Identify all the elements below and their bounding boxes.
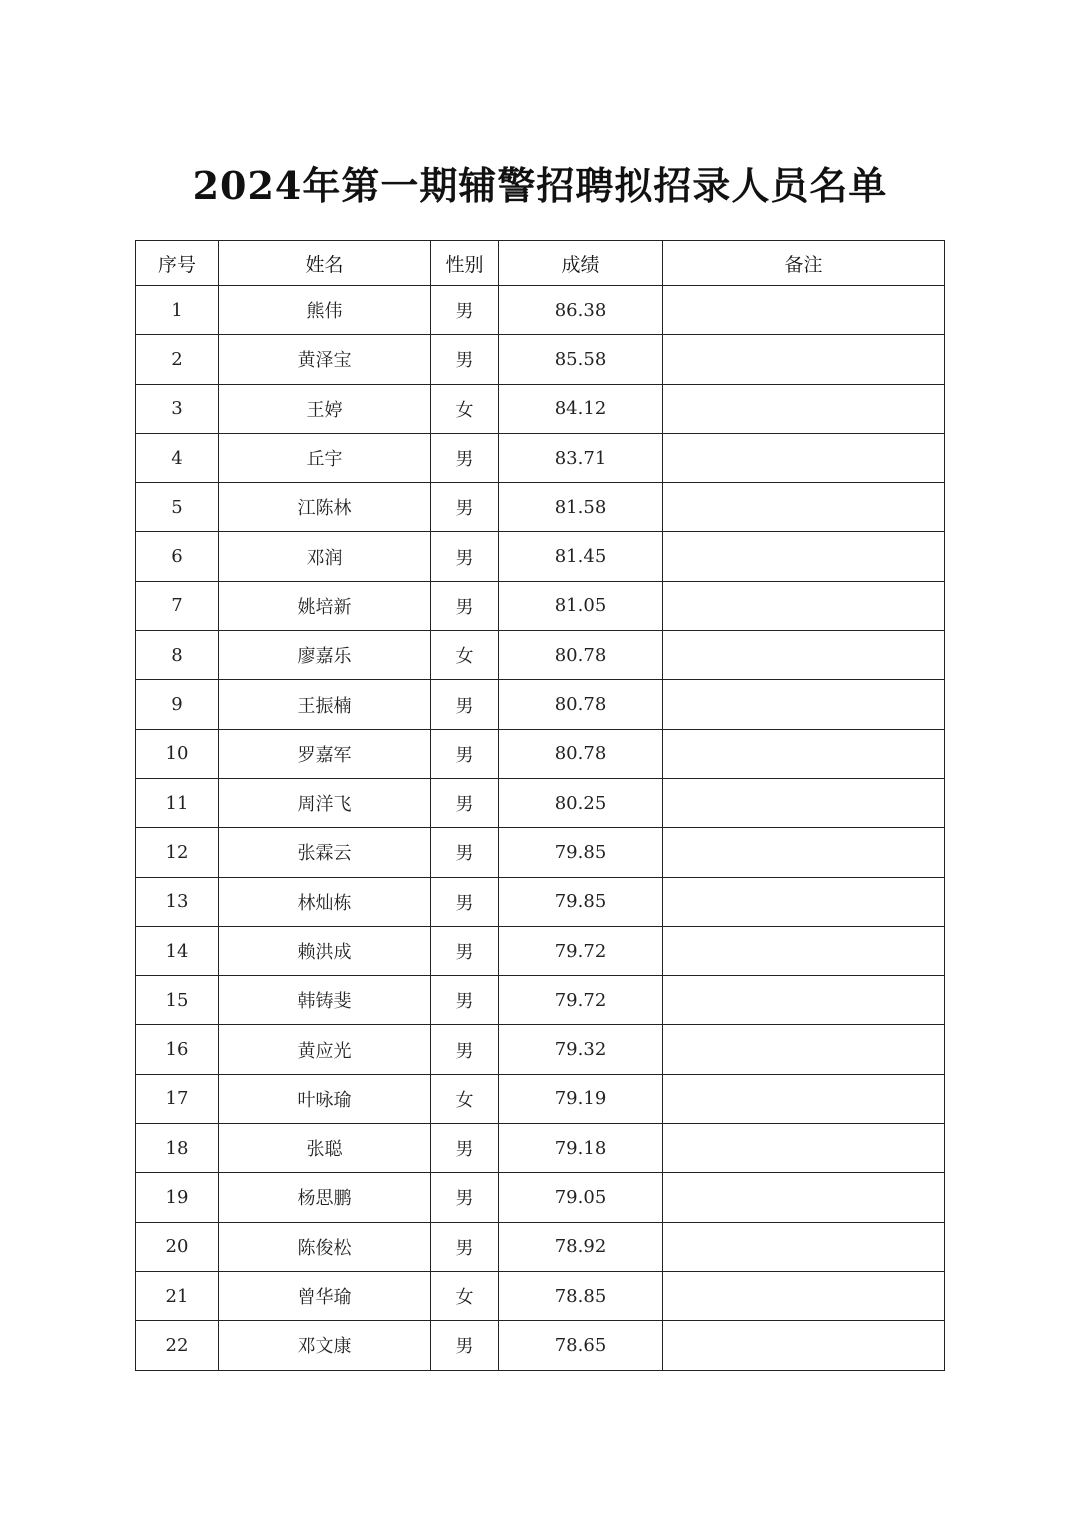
- cell-score: 78.92: [499, 1222, 663, 1271]
- cell-name: 罗嘉军: [219, 729, 431, 778]
- cell-gender: 男: [431, 976, 499, 1025]
- cell-score: 80.78: [499, 680, 663, 729]
- table-row: [136, 729, 945, 778]
- cell-seq: 12: [136, 828, 219, 877]
- cell-seq: 21: [136, 1271, 219, 1320]
- cell-name: 江陈林: [219, 483, 431, 532]
- cell-seq: 10: [136, 729, 219, 778]
- cell-notes: [663, 1321, 945, 1370]
- cell-gender: 女: [431, 631, 499, 680]
- cell-name: 邓文康: [219, 1321, 431, 1370]
- cell-seq: 19: [136, 1173, 219, 1222]
- cell-score: 78.65: [499, 1321, 663, 1370]
- cell-notes: [663, 1124, 945, 1173]
- table-row: [136, 483, 945, 532]
- table-row: [136, 680, 945, 729]
- cell-gender: 男: [431, 433, 499, 482]
- cell-notes: [663, 729, 945, 778]
- cell-name: 廖嘉乐: [219, 631, 431, 680]
- cell-name: 林灿栋: [219, 877, 431, 926]
- cell-name: 赖洪成: [219, 926, 431, 975]
- table-row: [136, 877, 945, 926]
- cell-score: 79.18: [499, 1124, 663, 1173]
- cell-gender: 男: [431, 926, 499, 975]
- cell-gender: 男: [431, 335, 499, 384]
- table-row: [136, 926, 945, 975]
- cell-score: 79.05: [499, 1173, 663, 1222]
- cell-seq: 7: [136, 581, 219, 630]
- cell-notes: [663, 384, 945, 433]
- cell-notes: [663, 1271, 945, 1320]
- cell-name: 叶咏瑜: [219, 1074, 431, 1123]
- cell-notes: [663, 335, 945, 384]
- cell-notes: [663, 532, 945, 581]
- header-seq: 序号: [136, 241, 219, 286]
- cell-name: 张霖云: [219, 828, 431, 877]
- cell-seq: 5: [136, 483, 219, 532]
- cell-name: 黄泽宝: [219, 335, 431, 384]
- cell-score: 86.38: [499, 286, 663, 335]
- cell-score: 78.85: [499, 1271, 663, 1320]
- page-title: 2024年第一期辅警招聘拟招录人员名单: [192, 163, 888, 208]
- cell-score: 79.85: [499, 828, 663, 877]
- table-row: [136, 976, 945, 1025]
- cell-seq: 11: [136, 778, 219, 827]
- cell-gender: 女: [431, 1271, 499, 1320]
- table-row: [136, 1025, 945, 1074]
- cell-name: 黄应光: [219, 1025, 431, 1074]
- cell-score: 79.85: [499, 877, 663, 926]
- header-name: 姓名: [219, 241, 431, 286]
- cell-notes: [663, 631, 945, 680]
- cell-notes: [663, 778, 945, 827]
- cell-seq: 13: [136, 877, 219, 926]
- cell-score: 84.12: [499, 384, 663, 433]
- cell-notes: [663, 483, 945, 532]
- table-row: [136, 433, 945, 482]
- cell-gender: 男: [431, 828, 499, 877]
- cell-score: 79.72: [499, 976, 663, 1025]
- cell-name: 姚培新: [219, 581, 431, 630]
- cell-score: 80.25: [499, 778, 663, 827]
- cell-gender: 男: [431, 778, 499, 827]
- table-row: [136, 286, 945, 335]
- table-header: [136, 241, 945, 286]
- cell-score: 85.58: [499, 335, 663, 384]
- cell-score: 79.32: [499, 1025, 663, 1074]
- cell-name: 邓润: [219, 532, 431, 581]
- table-row: [136, 1222, 945, 1271]
- cell-name: 陈俊松: [219, 1222, 431, 1271]
- table-row: [136, 1074, 945, 1123]
- cell-seq: 9: [136, 680, 219, 729]
- cell-seq: 4: [136, 433, 219, 482]
- cell-notes: [663, 828, 945, 877]
- cell-gender: 男: [431, 1321, 499, 1370]
- table-row: [136, 1271, 945, 1320]
- cell-score: 79.72: [499, 926, 663, 975]
- cell-seq: 8: [136, 631, 219, 680]
- cell-notes: [663, 1074, 945, 1123]
- cell-score: 81.05: [499, 581, 663, 630]
- cell-notes: [663, 433, 945, 482]
- cell-seq: 18: [136, 1124, 219, 1173]
- roster-table: [135, 240, 945, 1371]
- header-score: 成绩: [499, 241, 663, 286]
- cell-seq: 2: [136, 335, 219, 384]
- cell-name: 周洋飞: [219, 778, 431, 827]
- cell-notes: [663, 877, 945, 926]
- cell-name: 王婷: [219, 384, 431, 433]
- cell-score: 80.78: [499, 729, 663, 778]
- cell-gender: 男: [431, 1173, 499, 1222]
- cell-gender: 男: [431, 680, 499, 729]
- table-row: [136, 384, 945, 433]
- header-notes: 备注: [663, 241, 945, 286]
- cell-score: 80.78: [499, 631, 663, 680]
- header-gender: 性别: [431, 241, 499, 286]
- table-row: [136, 532, 945, 581]
- cell-notes: [663, 1222, 945, 1271]
- cell-name: 韩铸斐: [219, 976, 431, 1025]
- cell-score: 79.19: [499, 1074, 663, 1123]
- cell-name: 曾华瑜: [219, 1271, 431, 1320]
- cell-notes: [663, 976, 945, 1025]
- cell-name: 张聪: [219, 1124, 431, 1173]
- cell-name: 丘宇: [219, 433, 431, 482]
- table-row: [136, 581, 945, 630]
- cell-seq: 3: [136, 384, 219, 433]
- cell-seq: 14: [136, 926, 219, 975]
- cell-gender: 男: [431, 877, 499, 926]
- table-body: [136, 286, 945, 1371]
- cell-gender: 男: [431, 729, 499, 778]
- cell-notes: [663, 680, 945, 729]
- cell-seq: 17: [136, 1074, 219, 1123]
- cell-seq: 16: [136, 1025, 219, 1074]
- cell-seq: 1: [136, 286, 219, 335]
- cell-seq: 22: [136, 1321, 219, 1370]
- cell-gender: 女: [431, 1074, 499, 1123]
- table-row: [136, 778, 945, 827]
- cell-gender: 男: [431, 1124, 499, 1173]
- cell-notes: [663, 286, 945, 335]
- cell-notes: [663, 1025, 945, 1074]
- cell-gender: 男: [431, 483, 499, 532]
- table-row: [136, 1321, 945, 1370]
- cell-gender: 男: [431, 1025, 499, 1074]
- cell-name: 杨思鹏: [219, 1173, 431, 1222]
- cell-notes: [663, 581, 945, 630]
- cell-seq: 15: [136, 976, 219, 1025]
- table-row: [136, 1173, 945, 1222]
- cell-seq: 20: [136, 1222, 219, 1271]
- cell-notes: [663, 926, 945, 975]
- cell-score: 83.71: [499, 433, 663, 482]
- table-row: [136, 631, 945, 680]
- cell-gender: 男: [431, 581, 499, 630]
- cell-notes: [663, 1173, 945, 1222]
- table-row: [136, 1124, 945, 1173]
- table-row: [136, 828, 945, 877]
- cell-seq: 6: [136, 532, 219, 581]
- cell-gender: 男: [431, 286, 499, 335]
- cell-gender: 男: [431, 1222, 499, 1271]
- cell-gender: 女: [431, 384, 499, 433]
- cell-name: 王振楠: [219, 680, 431, 729]
- cell-score: 81.45: [499, 532, 663, 581]
- table-header-row: [136, 241, 945, 286]
- cell-name: 熊伟: [219, 286, 431, 335]
- cell-gender: 男: [431, 532, 499, 581]
- table-row: [136, 335, 945, 384]
- cell-score: 81.58: [499, 483, 663, 532]
